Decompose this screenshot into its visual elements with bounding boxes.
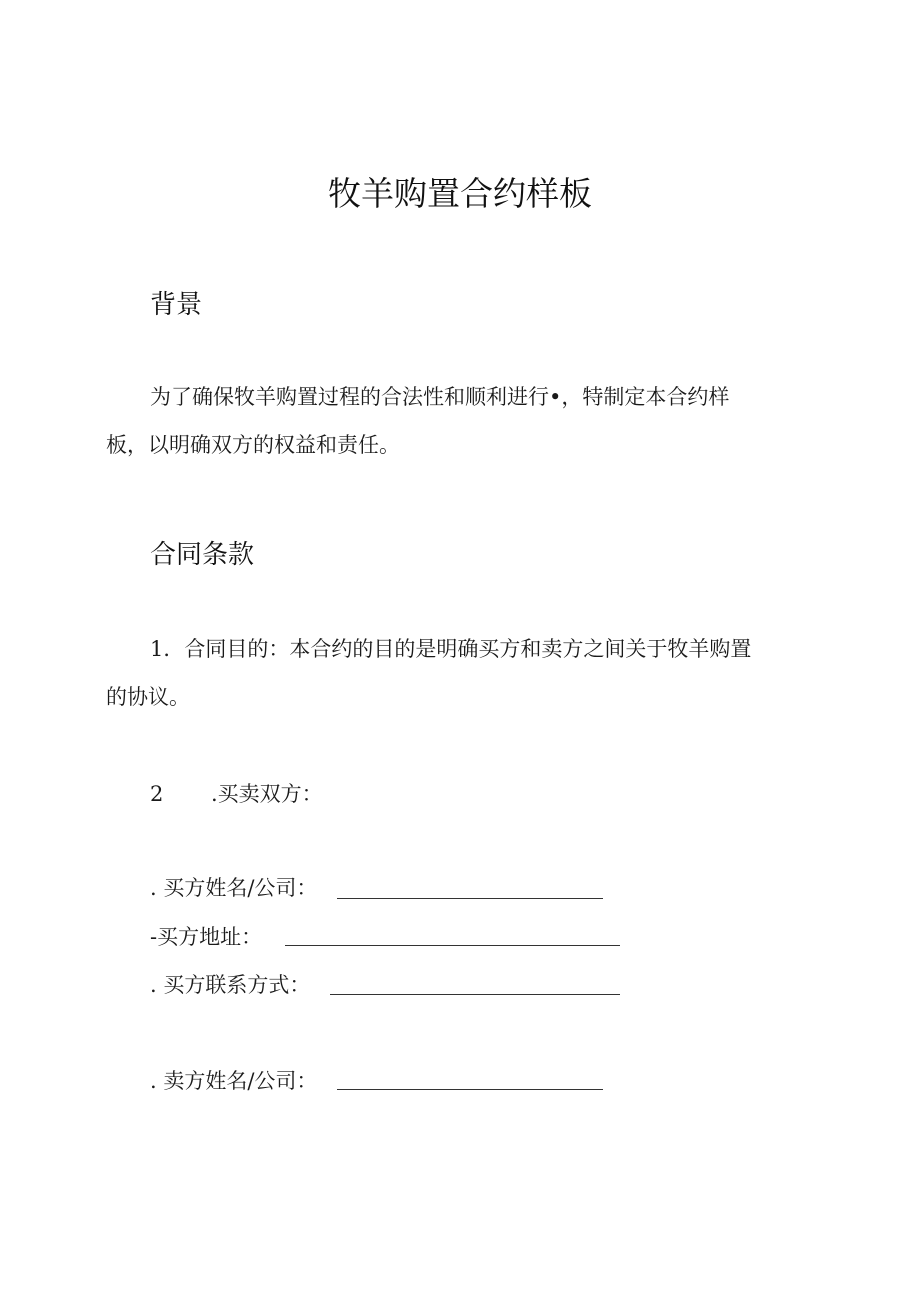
clause-1-line-2: 的协议。 [106, 685, 190, 709]
clause-2-number: 2 [150, 782, 164, 806]
buyer-address-label: -买方地址： [150, 925, 263, 949]
buyer-name-label: . 买方姓名/公司： [150, 876, 318, 900]
clause-2-label: .买卖双方： [211, 782, 323, 806]
seller-name-field[interactable] [337, 1089, 603, 1090]
clause-1-line-1: 1．合同目的：本合约的目的是明确买方和卖方之间关于牧羊购置 [150, 637, 752, 661]
section-heading-terms: 合同条款 [150, 540, 255, 570]
buyer-address-field[interactable] [285, 945, 620, 946]
document-title: 牧羊购置合约样板 [328, 174, 592, 213]
buyer-contact-label: . 买方联系方式： [150, 973, 311, 997]
buyer-contact-field[interactable] [330, 994, 620, 995]
background-paragraph-line-1: 为了确保牧羊购置过程的合法性和顺利进行•，特制定本合约样 [150, 385, 730, 409]
section-heading-background: 背景 [150, 290, 203, 320]
seller-name-label: . 卖方姓名/公司： [150, 1069, 318, 1093]
buyer-name-field[interactable] [337, 898, 603, 899]
background-paragraph-line-2: 板，以明确双方的权益和责任。 [106, 433, 400, 457]
